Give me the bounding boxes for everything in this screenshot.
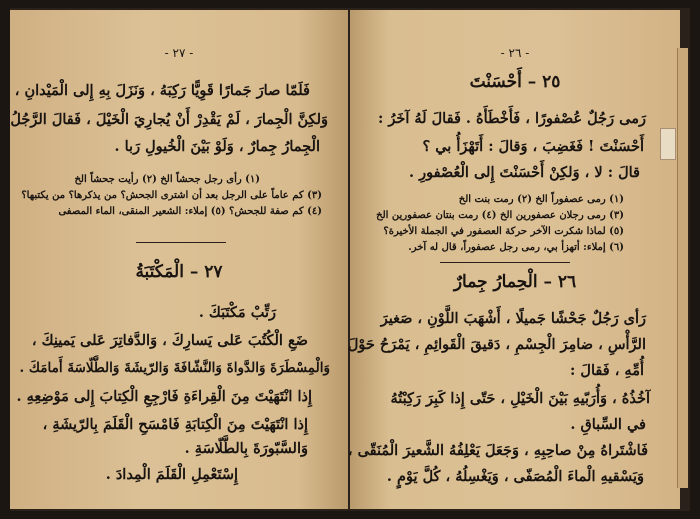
lesson-title: ٢٦ – الْحِمارُ جِمارٌ [453, 272, 577, 292]
text-line: إِسْتَعْمِلِ الْقَلَمَ الْمِدادَ . [105, 466, 238, 483]
text-line: أُمِّهِ ، فَقالَ : [570, 362, 644, 379]
text-line: وَالسَّبّورَةَ بِالطَّلّاسَةِ . [184, 440, 308, 457]
page-edges [677, 48, 688, 488]
page-number: - ٢٦ - [500, 46, 530, 60]
lesson-title: ٢٥ – أَحْسَنْتَ [469, 72, 561, 92]
lesson-title: ٢٧ – الْمَكْتَبَةُ [135, 262, 223, 282]
text-line: إِذا انْتَهَيْتَ مِنَ الْكِتابَةِ فَامْسَحِ الْقَلَمَ بِالرّيشَةِ ، [42, 416, 308, 433]
text-line: إِذا انْتَهَيْتَ مِنَ الْقِراءَةِ فَارْجِعِ الْكِتابَ إِلى مَوْضِعِهِ . [16, 388, 312, 405]
section-divider [440, 262, 570, 263]
exercise-line: (٣) رمى رجلان عصفورين الخ (٤) رمت بنتان عصفورين الخ [376, 210, 624, 221]
page-number: - ٢٧ - [164, 46, 194, 60]
exercise-line: (١) رمى عصفوراً الخ (٢) رمت بنت الخ [458, 194, 624, 205]
text-line: أَحْسَنْتَ ! فَغَضِبَ ، وَقالَ : أَتَهْزَأُ بي ؟ [422, 138, 644, 155]
text-line: رَمى رَجُلٌ عُصْفورًا ، فَأَخْطَأَهُ . فَقالَ لَهُ آخَرُ : [377, 110, 646, 127]
page-tab [660, 128, 676, 160]
right-page [347, 10, 680, 509]
text-line: في السِّباقِ . [570, 416, 646, 433]
section-divider [136, 242, 226, 243]
text-line: وَلكِنَّ الْجِمارَ ، لَمْ يَقْدِرْ أَنْ يُجارِيَ الْخَيْلَ ، فَقالَ الرَّجُلُ : [0, 111, 328, 128]
exercise-line: (١) رأى رجل جحشاً الخ (٢) رأيت جحشاً الخ [74, 174, 260, 185]
text-line: فَاشْتَراهُ مِنْ صاحِبِهِ ، وَجَعَلَ يَعْلِفُهُ الشَّعيرَ الْمُنَقّى ، [347, 442, 648, 459]
exercise-line: (٦) إملاء: أتهزأ بي، رمى رجل عصفوراً، قال له آخر. [408, 242, 624, 253]
text-line: آخُذُهُ ، وَأُرَبّيهِ بَيْنَ الْخَيْلِ ، حَتّى إِذا كَبِرَ رَكِبْتُهُ [390, 390, 650, 407]
text-line: وَيَسْقيهِ الْماءَ الْمُصَفّى ، وَيَغْسِلُهُ ، كُلَّ يَوْمٍ . [386, 468, 644, 485]
exercise-line: (٤) كم صفة للجحش؟ (٥) إملاء: الشعير المنقى، الماء المصفى [58, 206, 322, 217]
open-book [0, 8, 690, 511]
exercise-line: (٣) كم عاماً على الرجل بعد أن اشترى الجحش؟ من يذكرها؟ من يكتبها؟ [21, 190, 322, 201]
text-line: رَتِّبْ مَكْتَبَكَ . [198, 304, 276, 321]
text-line: رَأى رَجُلٌ جَحْشًا جَميلًا ، أَشْهَبَ اللَّوْنِ ، صَغيرَ [380, 310, 646, 327]
text-line: ضَعِ الْكُتُبَ عَلى يَسارِكَ ، وَالدَّفاتِرَ عَلى يَمينِكَ ، [31, 332, 308, 349]
exercise-line: (٥) لماذا شكرت الآخر حركة العصفور في الجملة الأخيرة؟ [383, 226, 624, 237]
text-line: فَلَمّا صارَ جَمارًا قَوِيًّا رَكِبَهُ ، وَنَزَلَ بِهِ إِلى الْمَيْدانِ ، [14, 82, 310, 99]
text-line: وَالْمِسْطَرَةَ وَالدَّواةَ وَالنَّشّافَةَ وَالرّيشَةَ وَالطَّلّاسَةَ أَمامَكَ . [19, 360, 330, 376]
left-page [0, 10, 348, 509]
text-line: قالَ : لا ، وَلكِنْ أَحْسَنْتَ إِلى الْعُصْفورِ . [408, 164, 640, 181]
text-line: الرَّأْسِ ، ضامِرَ الْجِسْمِ ، دَقيقَ الْقَوائِمِ ، يَمْرَحُ حَوْلَ [347, 336, 646, 353]
text-line: الْجِمارُ جِمارٌ ، وَلَوْ بَيْنَ الْخُيولِ رَبا . [114, 138, 320, 155]
